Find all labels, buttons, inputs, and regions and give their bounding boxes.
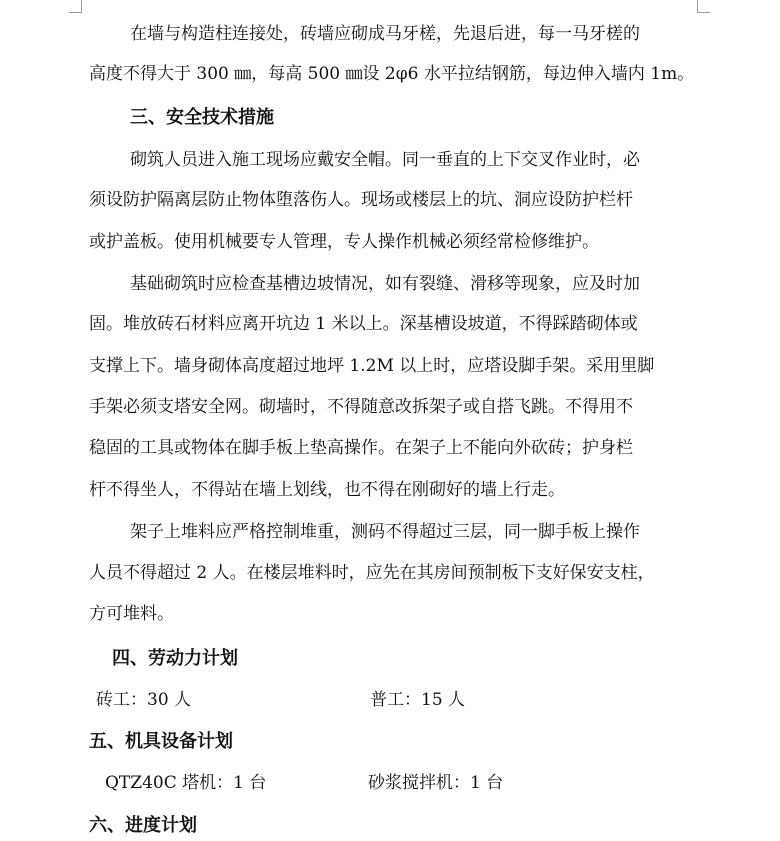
paragraph-line: 须设防护隔离层防止物体堕落伤人。现场或楼层上的坑、洞应设防护栏杆 xyxy=(89,190,633,210)
paragraph-line: 杆不得坐人，不得站在墙上划线，也不得在刚砌好的墙上行走。 xyxy=(89,480,565,500)
section-heading-labor: 四、劳动力计划 xyxy=(112,648,238,669)
paragraph-line: 稳固的工具或物体在脚手板上垫高操作。在架子上不能向外砍砖；护身栏 xyxy=(89,438,633,458)
paragraph-line: 架子上堆料应严格控制堆重，测码不得超过三层，同一脚手板上操作 xyxy=(130,522,640,542)
paragraph-line: 方可堆料。 xyxy=(89,604,174,624)
equipment-item-mortar-mixer: 砂浆搅拌机：1 台 xyxy=(368,773,504,793)
paragraph-line: 固。堆放砖石材料应离开坑边 1 米以上。深基槽设坡道，不得踩踏砌体或 xyxy=(89,314,638,334)
equipment-item-tower-crane: QTZ40C 塔机：1 台 xyxy=(105,773,267,793)
paragraph-line: 或护盖板。使用机械要专人管理，专人操作机械必须经常检修维护。 xyxy=(89,232,599,252)
paragraph-line: 高度不得大于 300 ㎜，每高 500 ㎜设 2φ6 水平拉结钢筋，每边伸入墙内 1m。 xyxy=(89,64,695,84)
paragraph-line: 人员不得超过 2 人。在楼层堆料时，应先在其房间预制板下支好保安支柱， xyxy=(89,563,655,583)
paragraph-line: 在墙与构造柱连接处，砖墙应砌成马牙槎，先退后进，每一马牙槎的 xyxy=(130,24,640,44)
section-heading-safety: 三、安全技术措施 xyxy=(130,107,274,128)
paragraph-line: 砌筑人员进入施工现场应戴安全帽。同一垂直的上下交叉作业时，必 xyxy=(130,150,640,170)
labor-item-bricklayer: 砖工：30 人 xyxy=(96,690,192,710)
section-heading-equipment: 五、机具设备计划 xyxy=(89,731,233,752)
paragraph-line: 支撑上下。墙身砌体高度超过地坪 1.2M 以上时，应塔设脚手架。采用里脚 xyxy=(89,356,655,376)
paragraph-line: 基础砌筑时应检查基槽边坡情况，如有裂缝、滑移等现象，应及时加 xyxy=(130,274,640,294)
paragraph-line: 手架必须支塔安全网。砌墙时，不得随意改拆架子或自搭飞跳。不得用不 xyxy=(89,397,633,417)
section-heading-schedule: 六、进度计划 xyxy=(89,815,197,836)
labor-item-general: 普工：15 人 xyxy=(370,690,466,710)
